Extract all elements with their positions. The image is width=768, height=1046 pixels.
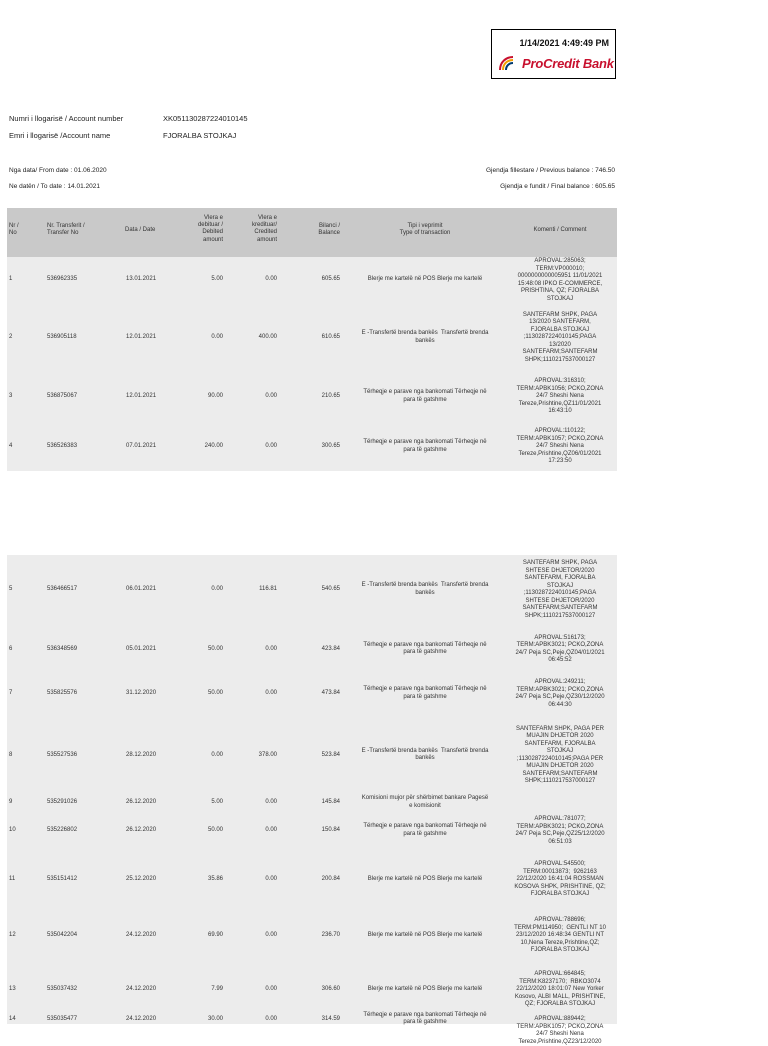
- cell-date: 24.12.2020: [126, 932, 157, 938]
- cell-transfer: 535291026: [47, 799, 78, 805]
- col-transfer: Nr. Transferit / Transfer No: [47, 223, 85, 237]
- cell-debit: 7.99: [211, 986, 223, 992]
- cell-date: 12.01.2021: [126, 334, 157, 340]
- cell-comment: APROVAL:285063; TERM:VP000010; 0000000000005951 11/01/2021 15:48:08 IPKO E-COMMERCE, PRISHTINA, QZ; FJORALBA STOJKAJ: [517, 258, 603, 302]
- cell-comment: APROVAL:781077; TERM:APBK3021; PCKO,ZONA 24/7 Peja SC,Peje,QZ25/12/2020 06:51:03: [515, 816, 605, 845]
- cell-nr: 4: [9, 443, 13, 449]
- cell-comment: APROVAL:516173; TERM:APBK3021; PCKO,ZONA 24/7 Peja SC,Peje,QZ04/01/2021 06:45:52: [515, 634, 605, 663]
- cell-comment: SANTEFARM SHPK, PAGA PER MUAJIN DHJETOR 2020 SANTEFARM, FJORALBA STOJKAJ ;1130287224010145;PAGA PER MUAJIN DHJETOR 2020 SANTEFARM;SANTEFARM SHPK;1110217537000127: [516, 725, 604, 784]
- cell-date: 28.12.2020: [126, 751, 157, 758]
- cell-credit: 0.00: [265, 393, 277, 399]
- cell-debit: 90.00: [207, 393, 223, 399]
- transactions-table-page-2: [7, 555, 617, 1045]
- table-header: [7, 208, 617, 257]
- final-balance: Gjendja e fundit / Final balance : 605.65: [500, 183, 615, 190]
- cell-date: 12.01.2021: [126, 393, 157, 399]
- col-balance: Bilanci / Balance: [318, 223, 340, 237]
- bank-logo: [498, 54, 614, 72]
- col-debit: Vlera e debituar / Debited amount: [197, 215, 223, 243]
- cell-credit: 0.00: [265, 932, 277, 938]
- cell-balance: 150.84: [321, 827, 340, 833]
- cell-debit: 0.00: [211, 586, 223, 592]
- cell-balance: 306.60: [321, 986, 340, 992]
- table-row: [7, 965, 617, 1015]
- cell-type: Blerje me kartelë në POS Blerje me kartelë: [367, 932, 483, 938]
- cell-comment: APROVAL:788696; TERM:PM114950; GENTLI NT 10 23/12/2020 16:48:34 GENTLI NT 10,Nena Tereze,Prishtine,QZ; FJORALBA STOJKAJ: [514, 917, 606, 954]
- cell-comment: APROVAL:664845; TERM:K8237170; RBKO3074 22/12/2020 18:01:07 New Yorker Kosovo, ALBI MALL, PRISHTINE, QZ; FJORALBA STOJKAJ: [514, 971, 606, 1008]
- cell-credit: 0.00: [265, 690, 277, 696]
- cell-debit: 50.00: [207, 645, 223, 652]
- account-name-value: FJORALBA STOJKAJ: [163, 131, 237, 140]
- table-row: [7, 720, 617, 791]
- cell-debit: 50.00: [207, 690, 223, 696]
- account-number-label: Numri i llogarisë / Account number: [9, 114, 124, 123]
- cell-balance: 314.59: [321, 1015, 340, 1022]
- cell-type: Blerje me kartelë në POS Blerje me kartelë: [367, 876, 483, 882]
- cell-balance: 423.84: [321, 645, 340, 652]
- col-nr: Nr / No: [9, 223, 19, 237]
- table-row: [7, 555, 617, 625]
- cell-balance: 200.84: [321, 876, 340, 882]
- cell-credit: 0.00: [265, 799, 277, 805]
- from-date: [9, 167, 107, 174]
- cell-credit: 0.00: [265, 986, 277, 992]
- cell-date: 05.01.2021: [126, 645, 157, 652]
- cell-date: 07.01.2021: [126, 443, 157, 449]
- cell-transfer: 535825576: [47, 690, 78, 696]
- cell-transfer: 536348569: [47, 645, 78, 652]
- cell-debit: 0.00: [211, 334, 223, 340]
- cell-credit: 0.00: [265, 1015, 277, 1022]
- cell-credit: 378.00: [258, 751, 277, 758]
- cell-transfer: 536526383: [47, 443, 78, 449]
- cell-transfer: 535527536: [47, 751, 78, 758]
- col-type: Tipi i veprimit Type of transaction: [399, 223, 451, 237]
- cell-type: Tërheqje e parave nga bankomati Tërheqje në para të gatshme: [363, 823, 487, 837]
- cell-credit: 0.00: [265, 645, 277, 652]
- cell-transfer: 536875067: [47, 393, 78, 399]
- col-date: Data / Date: [125, 227, 156, 233]
- cell-nr: 6: [9, 645, 13, 652]
- to-date-value: 14.01.2021: [67, 183, 100, 190]
- table-row: [7, 912, 617, 960]
- cell-debit: 240.00: [204, 443, 223, 449]
- cell-nr: 7: [9, 690, 13, 696]
- account-number-value: XK051130287224010145: [163, 114, 248, 123]
- to-date: [9, 183, 100, 190]
- cell-type: Tërheqje e parave nga bankomati Tërheqje në para të gatshme: [363, 686, 487, 700]
- cell-balance: 300.65: [321, 443, 340, 449]
- table-row: [7, 811, 617, 851]
- cell-type: Tërheqje e parave nga bankomati Tërheqje në para të gatshme: [363, 641, 487, 655]
- bank-name: ProCredit Bank: [522, 55, 614, 71]
- cell-comment: APROVAL:316310; TERM:APBK1056; PCKO,ZONA 24/7 Sheshi Nena Tereze,Prishtine,QZ11/01/2021 16:43:10: [516, 378, 604, 415]
- cell-type: E -Transfertë brenda bankës Transfertë brenda bankës: [361, 330, 489, 344]
- table-row: [7, 675, 617, 713]
- to-date-label: Ne datën / To date :: [9, 183, 66, 190]
- cell-nr: 14: [9, 1015, 16, 1022]
- cell-credit: 116.81: [259, 586, 277, 592]
- cell-debit: 69.90: [207, 932, 223, 938]
- cell-date: 26.12.2020: [126, 827, 157, 833]
- cell-debit: 50.00: [207, 827, 223, 833]
- report-datetime: 1/14/2021 4:49:49 PM: [519, 38, 609, 48]
- cell-nr: 13: [9, 986, 16, 992]
- cell-nr: 10: [9, 827, 16, 833]
- cell-date: 26.12.2020: [126, 799, 157, 805]
- cell-type: Komisioni mujor për shërbimet bankare Pagesë e komisionit: [361, 795, 489, 809]
- cell-nr: 1: [9, 276, 13, 282]
- cell-date: 25.12.2020: [126, 876, 157, 882]
- cell-nr: 8: [9, 751, 13, 758]
- cell-nr: 5: [9, 586, 13, 592]
- transactions-table-page-1: [7, 208, 617, 471]
- cell-type: Tërheqje e parave nga bankomati Tërheqje në para të gatshme: [363, 389, 487, 403]
- cell-transfer: 536466517: [47, 586, 78, 592]
- cell-balance: 210.65: [321, 393, 340, 399]
- cell-transfer: 535226802: [47, 827, 78, 833]
- col-comment: Komenti / Comment: [533, 227, 587, 233]
- cell-comment: APROVAL:889442; TERM:APBK1057; PCKO,ZONA 24/7 Sheshi Nena Tereze,Prishtine,QZ23/12/2020: [516, 1016, 604, 1045]
- table-row: [7, 1011, 617, 1045]
- cell-type: Blerje me kartelë në POS Blerje me kartelë: [367, 276, 483, 282]
- from-date-value: 01.06.2020: [74, 167, 107, 174]
- cell-transfer: 536962335: [47, 276, 78, 282]
- cell-comment: APROVAL:110122; TERM:APBK1057; PCKO,ZONA 24/7 Sheshi Nena Tereze,Prishtine,QZ06/01/2021 17:23:50: [516, 428, 604, 465]
- cell-type: Blerje me kartelë në POS Blerje me kartelë: [367, 986, 483, 992]
- cell-nr: 11: [9, 876, 16, 882]
- cell-type: Tërheqje e parave nga bankomati Tërheqje në para të gatshme: [363, 1011, 487, 1025]
- table-row: [7, 795, 617, 811]
- cell-debit: 35.86: [207, 876, 223, 882]
- cell-credit: 0.00: [265, 276, 277, 282]
- from-date-label: Nga data/ From date :: [9, 167, 73, 174]
- cell-credit: 0.00: [265, 876, 277, 882]
- cell-nr: 2: [9, 334, 13, 340]
- cell-nr: 12: [9, 932, 16, 938]
- cell-credit: 0.00: [265, 443, 277, 449]
- cell-type: E -Transfertë brenda bankës Transfertë brenda bankës: [361, 747, 489, 761]
- cell-type: E -Transfertë brenda bankës Transfertë brenda bankës: [361, 582, 489, 596]
- cell-transfer: 535042204: [47, 932, 78, 938]
- cell-debit: 0.00: [211, 751, 223, 758]
- cell-debit: 5.00: [211, 276, 223, 282]
- cell-balance: 523.84: [321, 751, 340, 758]
- cell-balance: 605.65: [321, 276, 340, 282]
- report-header-box: [491, 29, 616, 79]
- cell-credit: 400.00: [258, 334, 277, 340]
- cell-date: 31.12.2020: [126, 690, 157, 696]
- cell-transfer: 535037432: [47, 986, 78, 992]
- cell-comment: APROVAL:545500; TERM:00013873; 9262163 22/12/2020 16:41:04 ROSSMAN KOSOVA SHPK, PRISHTINE, QZ; FJORALBA STOJKAJ: [514, 861, 606, 898]
- cell-balance: 145.84: [321, 799, 340, 805]
- cell-transfer: 536905118: [47, 334, 77, 340]
- cell-transfer: 535035477: [47, 1015, 78, 1022]
- cell-debit: 30.00: [207, 1015, 223, 1022]
- table-row: [7, 306, 617, 370]
- cell-balance: 540.65: [321, 586, 340, 592]
- cell-balance: 610.65: [321, 334, 340, 340]
- account-name-label: Emri i llogarisë /Account name: [9, 131, 111, 140]
- cell-credit: 0.00: [265, 827, 277, 833]
- cell-balance: 473.84: [321, 690, 340, 696]
- cell-transfer: 535151412: [47, 876, 78, 882]
- table-row: [7, 257, 617, 303]
- table-row: [7, 373, 617, 421]
- cell-date: 24.12.2020: [126, 986, 157, 992]
- cell-date: 06.01.2021: [126, 586, 157, 592]
- cell-nr: 9: [9, 799, 13, 805]
- cell-date: 24.12.2020: [126, 1015, 157, 1022]
- col-credit: Vlera e kredituar/ Credited amount: [251, 215, 277, 243]
- table-row: [7, 633, 617, 666]
- procredit-logo-icon: [498, 54, 520, 72]
- previous-balance: Gjendja fillestare / Previous balance : 746.50: [486, 167, 615, 174]
- cell-comment: APROVAL:249211; TERM:APBK3021; PCKO,ZONA 24/7 Peja SC,Peje,QZ30/12/2020 06:44:30: [515, 679, 605, 708]
- cell-date: 13.01.2021: [126, 276, 157, 282]
- cell-comment: SANTEFARM SHPK, PAGA SHTESE DHJETOR/2020 SANTEFARM, FJORALBA STOJKAJ ;1130287224010145;PAGA SHTESE DHJETOR/2020 SANTEFARM;SANTEFARM SHPK;1110217537000127: [522, 560, 598, 619]
- cell-debit: 5.00: [211, 799, 223, 805]
- table-row: [7, 424, 617, 470]
- cell-type: Tërheqje e parave nga bankomati Tërheqje në para të gatshme: [363, 439, 487, 453]
- table-row: [7, 855, 617, 905]
- cell-comment: SANTEFARM SHPK, PAGA 13/2020 SANTEFARM, FJORALBA STOJKAJ ;1130287224010145;PAGA 13/2020 SANTEFARM;SANTEFARM SHPK;1110217537000127: [522, 311, 598, 363]
- cell-nr: 3: [9, 393, 13, 399]
- cell-balance: 236.70: [321, 932, 340, 938]
